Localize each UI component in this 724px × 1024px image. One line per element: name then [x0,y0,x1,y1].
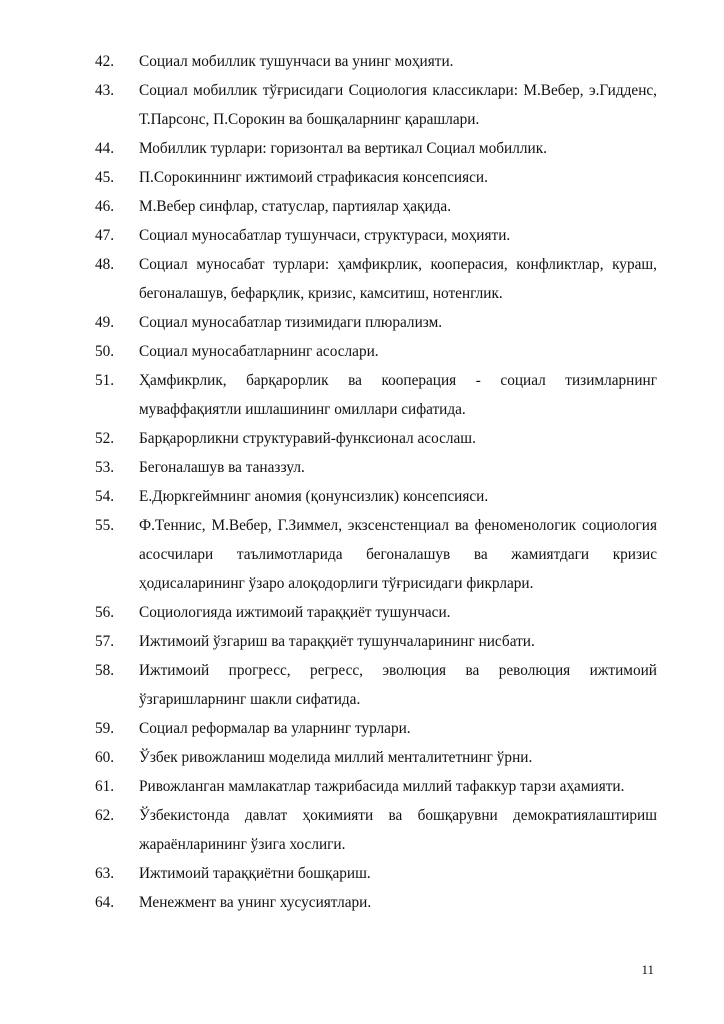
question-list [95,47,657,917]
list-item [95,801,657,859]
item-text: М.Вебер синфлар, статуслар, партиялар ҳақида. [139,198,452,215]
item-text: Ф.Теннис, М.Вебер, Г.Зиммел, экзсенстенциал ва феноменологик социология асосчилари таълимотларида бегоналашув ва жамиятдаги кризис ҳодисаларининг ўзаро алоқодорлиги тўғрисидаги фикрлари. [139,517,657,592]
item-text: Социал муносабат турлари: ҳамфикрлик, кооперасия, конфликтлар, кураш, бегоналашув, бефарқлик, кризис, камситиш, нотенглик. [139,256,657,302]
item-number: 62. [95,807,115,824]
item-number: 48. [95,256,115,273]
item-text: Ижтимоий тараққиётни бошқариш. [139,865,371,882]
item-number: 56. [95,604,115,621]
list-item [95,453,657,482]
item-number: 61. [95,778,115,795]
item-number: 45. [95,169,115,186]
item-text: Мобиллик турлари: горизонтал ва вертикал Социал мобиллик. [139,140,547,157]
item-text: Ўзбек ривожланиш моделида миллий менталитетнинг ўрни. [139,749,533,766]
item-text: Социал реформалар ва уларнинг турлари. [139,720,411,737]
list-item [95,482,657,511]
item-number: 60. [95,749,115,766]
list-item [95,337,657,366]
list-item [95,47,657,76]
item-text: Ижтимоий ўзгариш ва тараққиёт тушунчаларининг нисбати. [139,633,535,650]
item-text: Ижтимоий прогресс, регресс, эволюция ва революция ижтимоий ўзгаришларнинг шакли сифатида. [139,662,657,708]
item-text: Социологияда ижтимоий тараққиёт тушунчаси. [139,604,451,621]
item-number: 44. [95,140,115,157]
item-text: Социал муносабатлар тизимидаги плюрализм. [139,314,443,331]
list-item [95,772,657,801]
item-text: Социал мобиллик тўғрисидаги Социология классиклари: М.Вебер, э.Гидденс, Т.Парсонс, П.Сорокин ва бошқаларнинг қарашлари. [139,82,657,128]
item-number: 46. [95,198,115,215]
list-item [95,163,657,192]
list-item [95,308,657,337]
item-number: 49. [95,314,115,331]
list-item [95,888,657,917]
item-number: 64. [95,894,115,911]
list-item [95,743,657,772]
item-text: Ўзбекистонда давлат ҳокимияти ва бошқарувни демократиялаштириш жараёнларининг ўзига хослиги. [139,807,657,853]
item-number: 43. [95,82,115,99]
item-number: 53. [95,459,115,476]
item-text: Бегоналашув ва таназзул. [139,459,305,476]
list-item [95,656,657,714]
item-number: 50. [95,343,115,360]
list-item [95,598,657,627]
list-item [95,366,657,424]
list-item [95,250,657,308]
item-number: 47. [95,227,115,244]
item-text: Ривожланган мамлакатлар тажрибасида миллий тафаккур тарзи аҳамияти. [139,778,625,795]
list-item [95,221,657,250]
list-item [95,76,657,134]
item-text: Социал муносабатлар тушунчаси, структураси, моҳияти. [139,227,511,244]
list-item [95,714,657,743]
item-number: 58. [95,662,115,679]
list-item [95,627,657,656]
item-text: Ҳамфикрлик, барқарорлик ва кооперация - социал тизимларнинг муваффақиятли ишлашининг омиллари сифатида. [139,372,657,418]
item-number: 51. [95,372,115,389]
item-number: 42. [95,53,115,70]
item-text: П.Сорокиннинг ижтимоий страфикасия консепсияси. [139,169,488,186]
list-item [95,859,657,888]
item-number: 54. [95,488,115,505]
item-text: Е.Дюркгеймнинг аномия (қонунсизлик) консепсияси. [139,488,489,505]
item-text: Социал мобиллик тушунчаси ва унинг моҳияти. [139,53,454,70]
item-text: Менежмент ва унинг хусусиятлари. [139,894,372,911]
item-number: 63. [95,865,115,882]
list-item [95,511,657,598]
item-number: 52. [95,430,115,447]
page-number: 11 [641,962,654,977]
list-item [95,424,657,453]
item-text: Социал муносабатларнинг асослари. [139,343,379,360]
item-number: 59. [95,720,115,737]
item-number: 57. [95,633,115,650]
item-text: Барқарорликни структуравий-функсионал асослаш. [139,430,476,447]
list-item [95,134,657,163]
item-number: 55. [95,517,115,534]
list-item [95,192,657,221]
